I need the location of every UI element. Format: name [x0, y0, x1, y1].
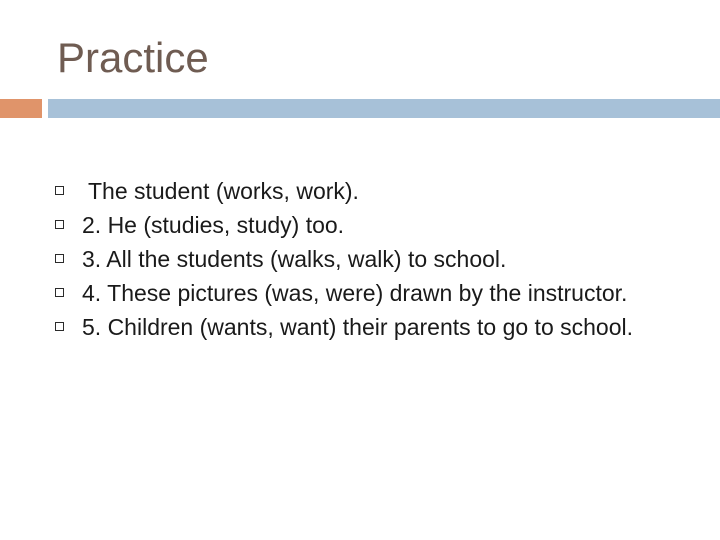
square-bullet-icon: [55, 254, 64, 263]
square-bullet-icon: [55, 220, 64, 229]
list-item: [0, 276, 720, 310]
square-bullet-icon: [55, 186, 64, 195]
list-item: [0, 208, 720, 242]
list-item-text: 2. He (studies, study) too.: [82, 212, 345, 238]
square-bullet-icon: [55, 322, 64, 331]
square-bullet-icon: [55, 288, 64, 297]
list-item-text: 3. All the students (walks, walk) to school.: [82, 246, 507, 272]
list-item-text: 5. Children (wants, want) their parents to go to school.: [82, 314, 634, 340]
list-item: [0, 242, 720, 276]
list-item-text: 4. These pictures (was, were) drawn by the instructor.: [82, 280, 628, 306]
list-item: [0, 310, 720, 344]
title-accent-bar: [0, 99, 42, 118]
list-item-text: The student (works, work).: [82, 178, 359, 204]
bullet-list: [0, 174, 720, 344]
slide-title: Practice: [57, 34, 209, 81]
title-rule-bar: [48, 99, 720, 118]
list-item: [0, 174, 720, 208]
